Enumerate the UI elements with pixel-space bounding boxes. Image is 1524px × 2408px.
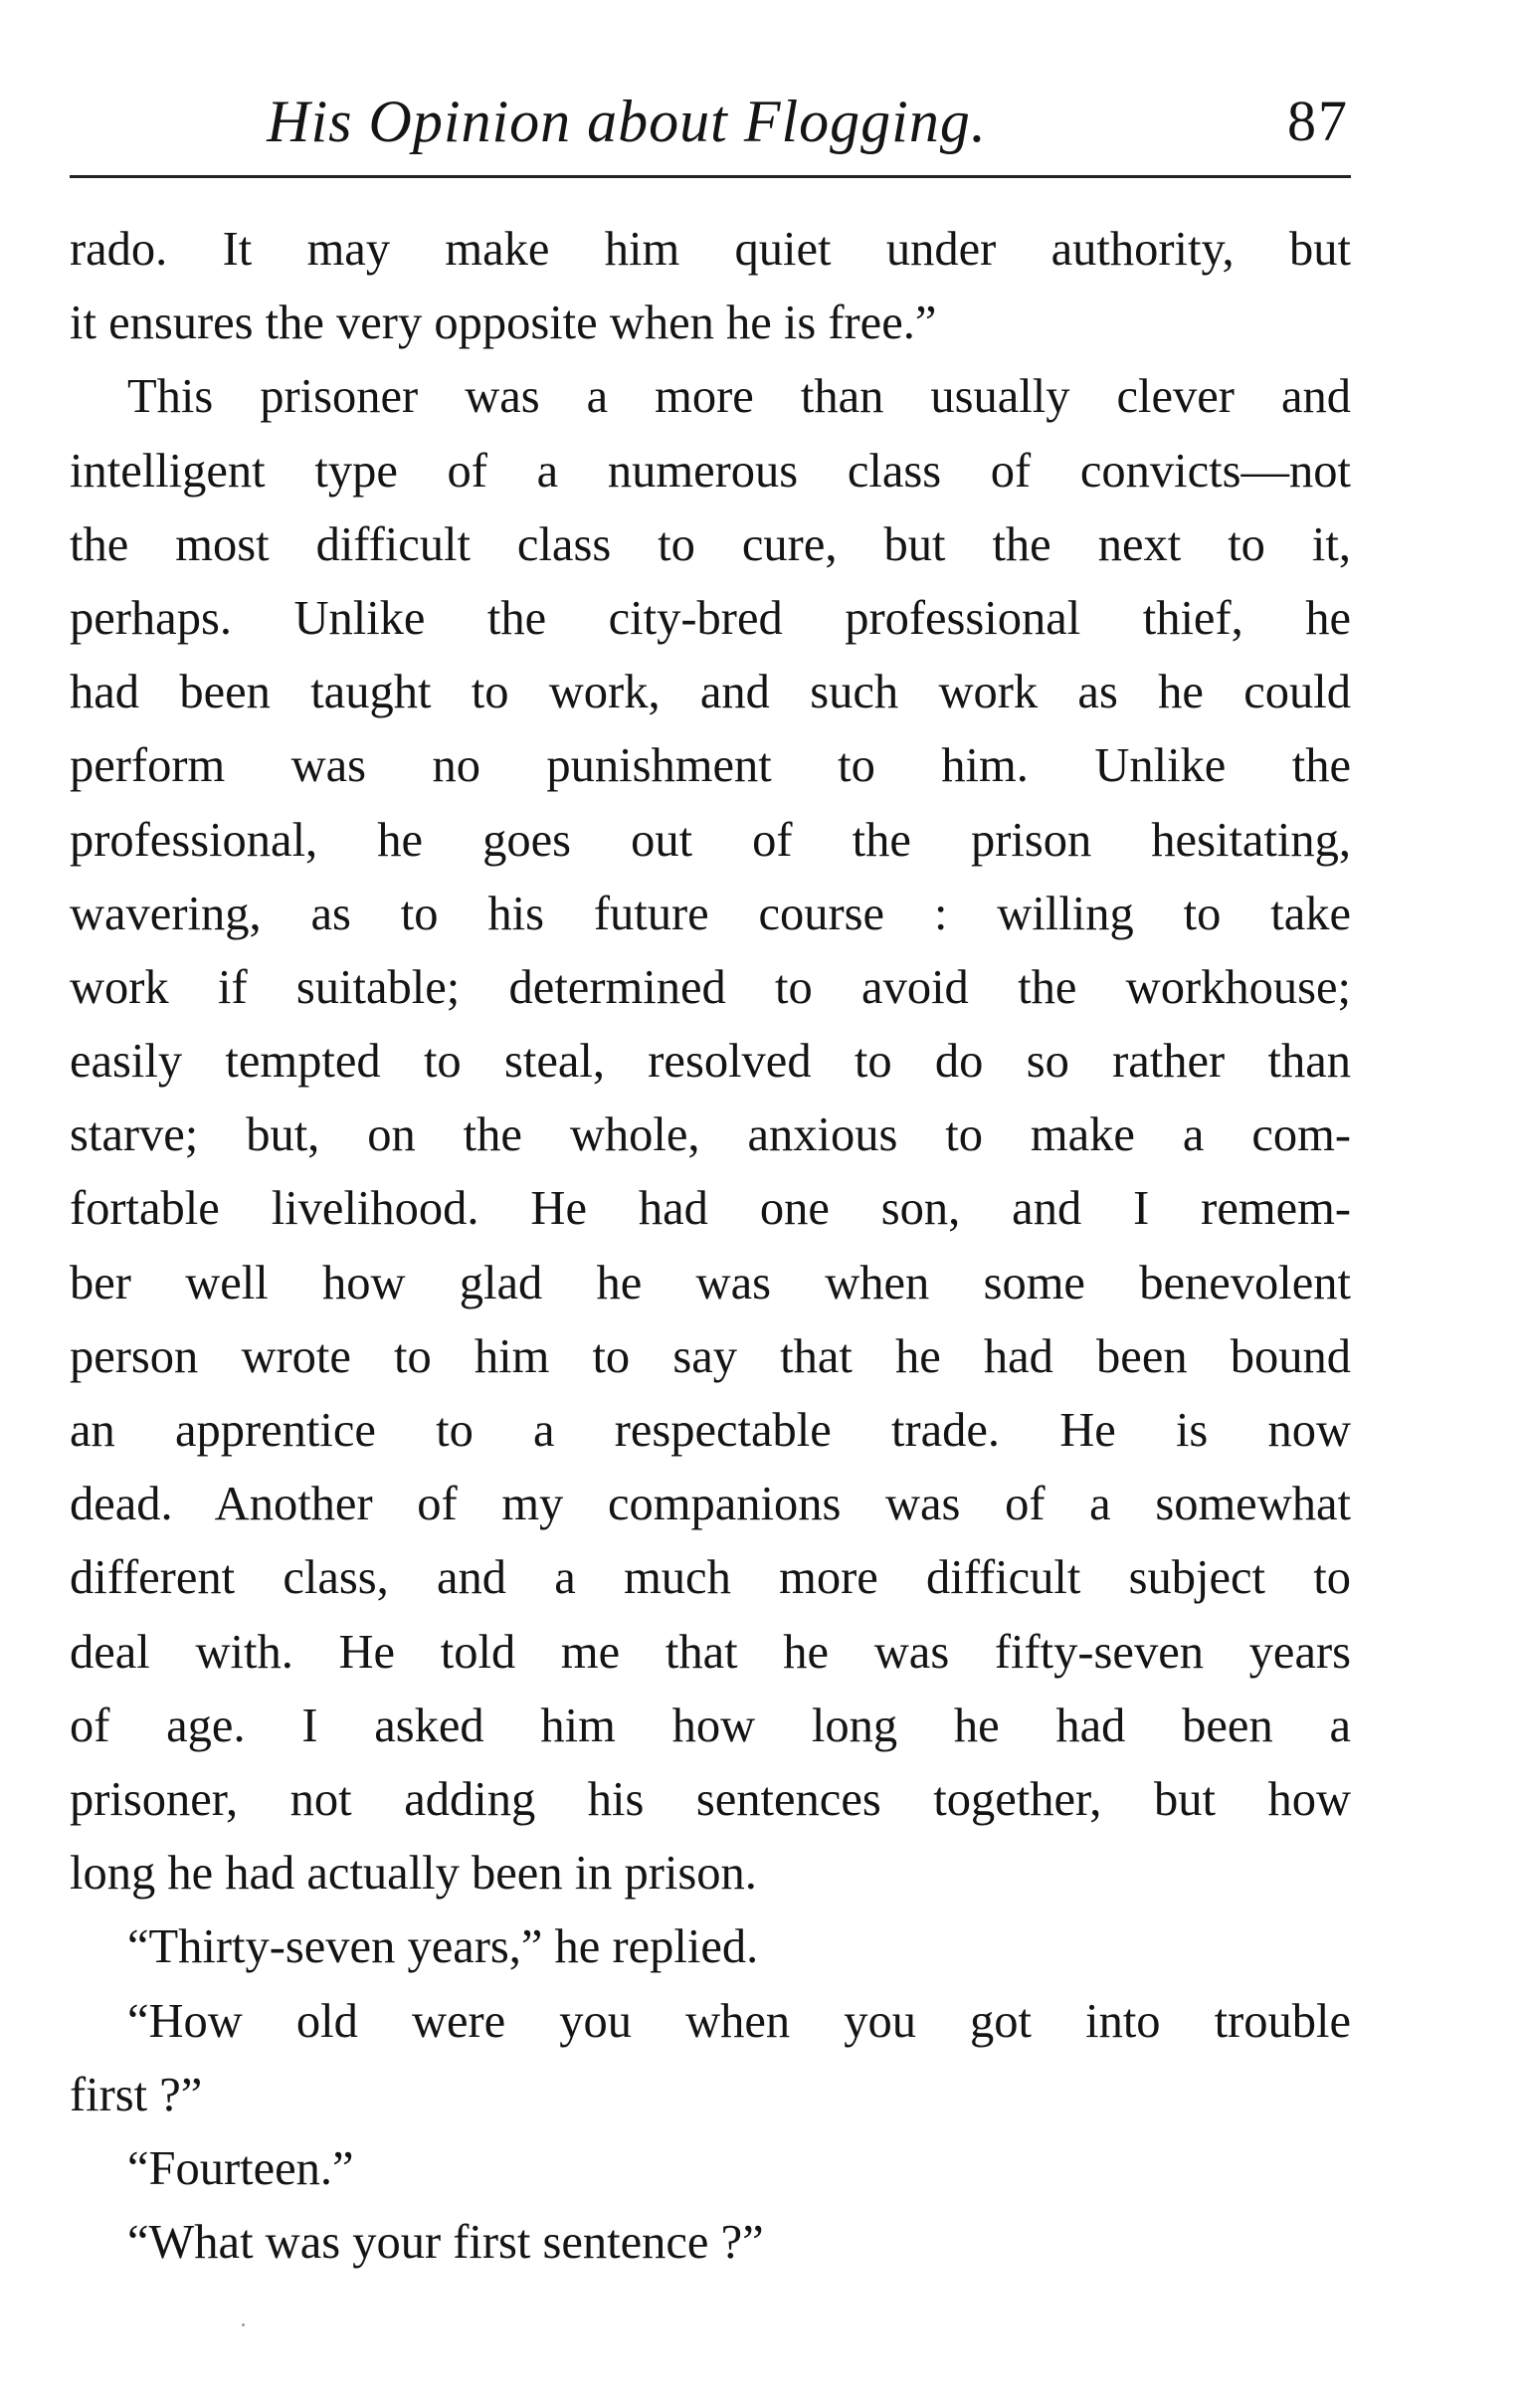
text-line: perhaps. Unlike the city-bred professional thief, he: [70, 591, 1351, 645]
text-line: “Thirty-seven years,” he replied.: [127, 1920, 759, 1974]
text-line: deal with. He told me that he was fifty-seven years: [70, 1625, 1351, 1679]
text-line: dead. Another of my companions was of a somewhat: [70, 1478, 1351, 1531]
text-line: work if suitable; determined to avoid the workhouse;: [70, 960, 1351, 1014]
text-line: intelligent type of a numerous class of convicts—not: [70, 444, 1351, 498]
text-line: first ?”: [70, 2068, 203, 2121]
text-line: rado. It may make him quiet under authority, but: [70, 223, 1351, 276]
text-line: of age. I asked him how long he had been a: [70, 1699, 1351, 1752]
text-line: it ensures the very opposite when he is free.”: [70, 297, 937, 350]
text-line: different class, and a much more difficult subject to: [70, 1551, 1351, 1605]
text-line: “How old were you when you got into trouble: [127, 1994, 1351, 2048]
text-line: This prisoner was a more than usually clever and: [127, 370, 1351, 424]
text-line: an apprentice to a respectable trade. He is now: [70, 1404, 1351, 1457]
body-text: [70, 213, 1351, 2280]
running-title: His Opinion about Flogging.: [267, 89, 987, 154]
text-line: prisoner, not adding his sentences together, but how: [70, 1772, 1351, 1826]
text-line: starve; but, on the whole, anxious to make a com-: [70, 1108, 1351, 1162]
text-line: long he had actually been in prison.: [70, 1847, 757, 1901]
page-number: 87: [1287, 89, 1349, 153]
header-rule: [70, 175, 1351, 178]
text-line: “Fourteen.”: [127, 2141, 354, 2195]
text-line: fortable livelihood. He had one son, and I remem-: [70, 1182, 1351, 1236]
text-line: easily tempted to steal, resolved to do so rather than: [70, 1035, 1351, 1089]
text-line: perform was no punishment to him. Unlike the: [70, 739, 1351, 793]
text-line: had been taught to work, and such work as he could: [70, 666, 1351, 719]
text-line: “What was your first sentence ?”: [127, 2216, 764, 2270]
running-header: [70, 82, 1349, 171]
text-line: person wrote to him to say that he had been bound: [70, 1329, 1351, 1383]
text-line: professional, he goes out of the prison hesitating,: [70, 813, 1351, 867]
ink-speck: [242, 2323, 245, 2326]
text-line: wavering, as to his future course : willing to take: [70, 887, 1351, 940]
text-line: ber well how glad he was when some benevolent: [70, 1256, 1351, 1309]
text-line: the most difficult class to cure, but the next to it,: [70, 517, 1351, 571]
